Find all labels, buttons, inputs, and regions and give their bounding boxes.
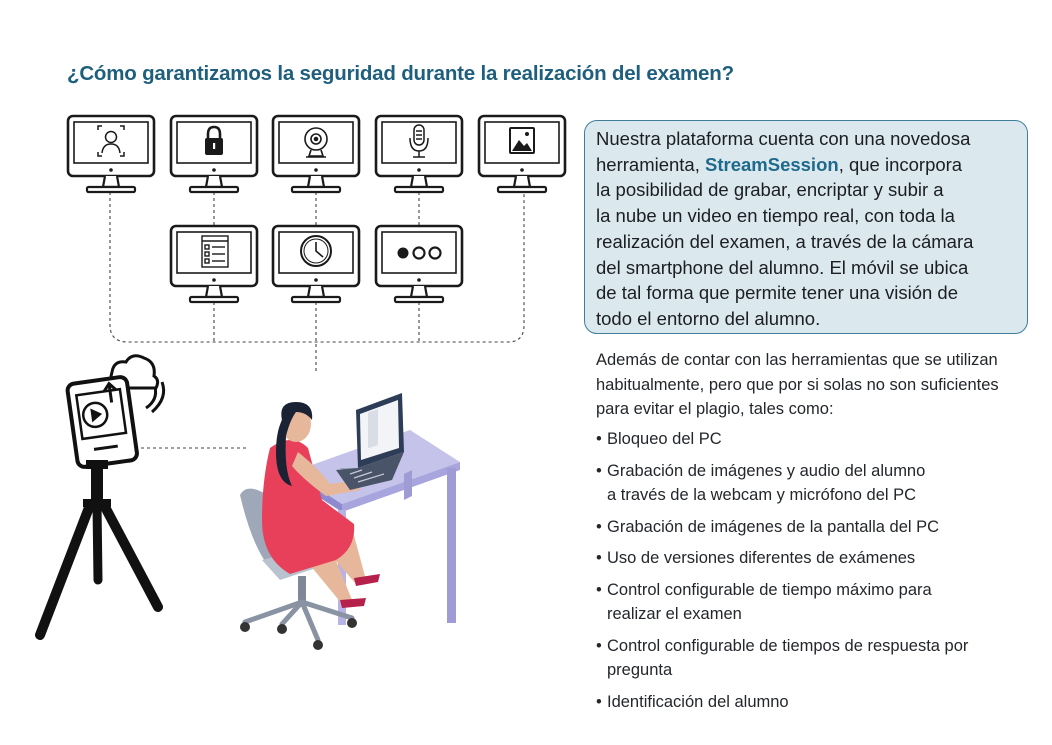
info-line-6: del smartphone del alumno. El móvil se ubica: [596, 256, 969, 278]
page-title: ¿Cómo garantizamos la seguridad durante la realización del examen?: [67, 62, 734, 85]
intro-paragraph: [596, 348, 1036, 422]
monitor-microphone: [376, 116, 462, 192]
monitor-image: [479, 116, 565, 192]
list-item: [596, 459, 1036, 508]
info-line-2-start: herramienta,: [596, 153, 705, 175]
bullet-dot: •: [596, 461, 602, 480]
list-item-text: Grabación de imágenes de la pantalla del PC: [607, 517, 940, 536]
list-item-text-continued: pregunta: [607, 661, 673, 679]
bullet-dot: •: [596, 549, 602, 567]
list-item-text: Identificación del alumno: [607, 692, 789, 711]
list-item-text: Control configurable de tiempo máximo para: [607, 580, 932, 599]
intro-line-3: para evitar el plagio, tales como:: [596, 400, 834, 418]
monitor-webcam: [273, 116, 359, 192]
bullet-dot: •: [596, 636, 602, 655]
info-line-2: [596, 152, 1019, 178]
monitor-more: [376, 226, 462, 302]
monitor-checklist: [171, 226, 257, 302]
bullet-dot: •: [596, 430, 602, 448]
bullet-dot: •: [596, 580, 602, 599]
list-item-text: Grabación de imágenes y audio del alumno: [607, 461, 926, 480]
checklist-icon: [202, 236, 228, 267]
intro-line-1: Además de contar con las herramientas que se utilizan: [596, 351, 998, 369]
info-line-3: la posibilidad de grabar, encriptar y subir a: [596, 179, 944, 201]
list-item-text-continued: a través de la webcam y micrófono del PC: [607, 486, 917, 504]
list-item: [596, 578, 1036, 627]
monitor-padlock: [171, 116, 257, 192]
list-item: [596, 546, 1036, 571]
list-item: [596, 515, 1036, 540]
info-line-7: de tal forma que permite tener una visión de: [596, 282, 958, 304]
list-item: [596, 634, 1036, 683]
student-at-desk-illustration: [240, 393, 460, 650]
image-icon: [510, 128, 534, 153]
info-line-5: realización del examen, a través de la cámara: [596, 230, 974, 252]
intro-line-2: habitualmente, pero que por si solas no son suficientes: [596, 375, 999, 394]
info-line-1: Nuestra plataforma cuenta con una novedosa: [596, 128, 971, 149]
tools-list: [596, 427, 1036, 721]
list-item-text-continued: realizar el examen: [607, 605, 742, 623]
monitor-clock: [273, 226, 359, 302]
list-item-text: Bloqueo del PC: [607, 430, 722, 448]
list-item: [596, 427, 1036, 452]
list-item-text: Uso de versiones diferentes de exámenes: [607, 549, 916, 567]
list-item-text: Control configurable de tiempos de respuesta por: [607, 636, 969, 655]
info-line-2-end: , que incorpora: [838, 153, 963, 175]
list-item: [596, 690, 1036, 715]
streamsession-brand: StreamSession: [705, 153, 839, 175]
info-line-4: la nube un video en tiempo real, con toda la: [596, 205, 955, 227]
more-icon: [398, 248, 441, 259]
bullet-dot: •: [596, 692, 602, 711]
streamsession-info-box: [584, 120, 1028, 334]
info-line-8: todo el entorno del alumno.: [596, 307, 821, 329]
bullet-dot: •: [596, 517, 602, 536]
monitor-face-id: [68, 116, 154, 192]
smartphone-tripod-icon: [40, 356, 164, 635]
